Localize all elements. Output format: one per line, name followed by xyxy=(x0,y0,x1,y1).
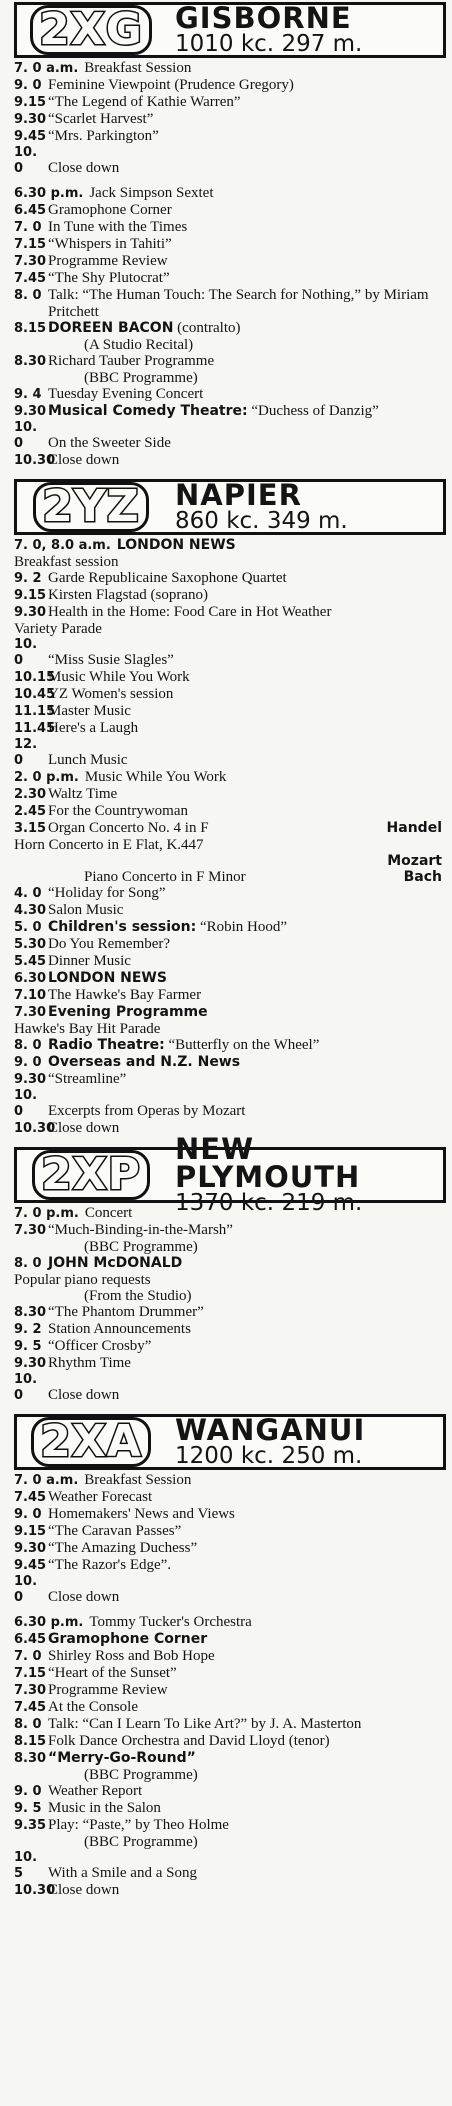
programme-title: Health in the Home: Food Care in Hot Weather xyxy=(48,604,332,620)
programme-time: 9.45 xyxy=(14,1558,47,1573)
programme-time: 7.30 xyxy=(14,1005,47,1020)
programme-time: 7. 0 xyxy=(14,1649,42,1664)
programme-time: 10. 0 xyxy=(14,1574,38,1605)
programme-time: 6.30 xyxy=(14,971,47,986)
programme-item xyxy=(14,1304,446,1321)
programme-title-bold: LONDON NEWS xyxy=(116,537,236,553)
programme-time: 6.30 p.m. xyxy=(14,1615,84,1630)
programme-item xyxy=(14,1506,446,1523)
programme-time: 5.30 xyxy=(14,937,47,952)
programme-note: (BBC Programme) xyxy=(84,1767,198,1783)
programme-time: 8. 0 xyxy=(14,1038,42,1053)
programme-item xyxy=(14,1021,446,1037)
programme-title-bold: Children's session: xyxy=(48,919,197,935)
programme-item xyxy=(14,386,446,403)
programme-item xyxy=(14,970,446,987)
programme-title: Do You Remember? xyxy=(48,936,171,952)
station-header xyxy=(14,479,446,535)
programme-title: Waltz Time xyxy=(48,786,118,802)
wavelength: 219 m. xyxy=(281,1190,363,1216)
programme-title-bold: Radio Theatre: xyxy=(48,1037,165,1053)
programme-title-bold: Musical Comedy Theatre: xyxy=(48,403,248,419)
programme-item xyxy=(14,1631,446,1648)
programme-item xyxy=(14,820,446,837)
programme-item xyxy=(14,1088,446,1120)
programme-item xyxy=(14,737,446,769)
programme-time: 8.30 xyxy=(14,354,47,369)
programme-time: 6.30 p.m. xyxy=(14,186,84,201)
programme-item xyxy=(14,1750,446,1767)
programme-title: Garde Republicaine Saxophone Quartet xyxy=(48,570,287,586)
station-name: NAPIER xyxy=(175,478,302,512)
programme-title: Homemakers' News and Views xyxy=(48,1506,235,1522)
programme-item xyxy=(14,253,446,270)
programme-title: Close down xyxy=(48,160,120,176)
programme-title: “Robin Hood” xyxy=(196,919,288,935)
station-name-block xyxy=(165,1,443,57)
programme-time: 7.45 xyxy=(14,1700,47,1715)
programme-item xyxy=(14,1882,446,1899)
programme-item xyxy=(14,1372,446,1404)
programme-title: “The Razor's Edge”. xyxy=(48,1557,172,1573)
frequency-kc: 1200 kc. xyxy=(175,1443,275,1469)
programme-item xyxy=(14,1004,446,1021)
programme-item xyxy=(14,1733,446,1750)
programme-time: 7. 0 a.m. xyxy=(14,61,79,76)
frequency-kc: 1370 kc. xyxy=(175,1190,275,1216)
composer-name: Bach xyxy=(403,869,442,885)
programme-time: 9.15 xyxy=(14,1524,47,1539)
programme-title: Excerpts from Operas by Mozart xyxy=(48,1103,246,1119)
programme-item xyxy=(14,1222,446,1239)
programme-item xyxy=(14,1699,446,1716)
programme-time: 11.45 xyxy=(14,721,56,736)
programme-title: “Miss Susie Slagles” xyxy=(48,652,174,668)
programme-item xyxy=(14,853,446,869)
programme-note: (From the Studio) xyxy=(84,1288,192,1304)
programme-time: 9.15 xyxy=(14,588,47,603)
programme-title: Organ Concerto No. 4 in F xyxy=(48,820,209,836)
programme-title: Programme Review xyxy=(48,253,168,269)
programme-time: 9. 5 xyxy=(14,1339,42,1354)
programme-title: On the Sweeter Side xyxy=(48,435,171,451)
programme-title: Popular piano requests xyxy=(14,1272,151,1288)
station-section xyxy=(14,2,446,469)
programme-item xyxy=(14,236,446,253)
programme-item xyxy=(14,1205,446,1222)
programme-item xyxy=(14,1472,446,1489)
programme-time: 8.30 xyxy=(14,1305,47,1320)
programme-title: Feminine Viewpoint (Prudence Gregory) xyxy=(48,77,294,93)
programme-title: With a Smile and a Song xyxy=(48,1865,197,1881)
group-spacer xyxy=(14,177,446,185)
programme-title: Close down xyxy=(48,1120,120,1136)
programme-item xyxy=(14,1355,446,1372)
programme-time: 7.30 xyxy=(14,1223,47,1238)
station-header xyxy=(14,1414,446,1470)
programme-title: At the Console xyxy=(48,1699,138,1715)
programme-title: Programme Review xyxy=(48,1682,168,1698)
programme-title-bold: DOREEN BACON xyxy=(48,320,174,336)
programme-item xyxy=(14,936,446,953)
programme-title: Hawke's Bay Hit Parade xyxy=(14,1021,161,1037)
programme-item xyxy=(14,720,446,737)
programme-title: Breakfast Session xyxy=(84,1472,192,1488)
programme-title: Play: “Paste,” by Theo Holme xyxy=(48,1817,229,1833)
station-section xyxy=(14,1132,446,1404)
programme-item xyxy=(14,554,446,570)
programme-item xyxy=(14,145,446,177)
programme-item xyxy=(14,94,446,111)
programme-item xyxy=(14,703,446,720)
programme-item xyxy=(14,1682,446,1699)
station-header xyxy=(14,2,446,58)
station-name: GISBORNE xyxy=(175,1,352,35)
programme-title: Horn Concerto in E Flat, K.447 xyxy=(14,837,204,853)
programme-title: The Hawke's Bay Farmer xyxy=(48,987,202,1003)
programme-item xyxy=(14,1272,446,1288)
programme-time: 2.30 xyxy=(14,787,47,802)
programme-time: 9.30 xyxy=(14,1356,47,1371)
programme-title: Salon Music xyxy=(48,902,124,918)
programme-item xyxy=(14,1540,446,1557)
programme-item xyxy=(14,1817,446,1834)
programme-time: 10. 0 xyxy=(14,1088,38,1119)
programme-item xyxy=(14,270,446,287)
programme-item xyxy=(14,420,446,452)
programme-item xyxy=(14,1800,446,1817)
programme-item xyxy=(14,621,446,637)
station-section xyxy=(14,479,446,1137)
programme-title: “The Amazing Duchess” xyxy=(48,1540,198,1556)
programme-time: 10. 5 xyxy=(14,1850,38,1881)
programme-item xyxy=(14,537,446,554)
programme-item xyxy=(14,128,446,145)
programme-title-bold: Overseas and N.Z. News xyxy=(48,1054,241,1070)
programme-time: 9.30 xyxy=(14,404,47,419)
station-frequency xyxy=(175,509,443,533)
call-sign-text: 2XG xyxy=(30,5,152,55)
programme-time: 7.15 xyxy=(14,237,47,252)
call-sign-text: 2XA xyxy=(31,1417,151,1467)
programme-time: 4.30 xyxy=(14,903,47,918)
programme-title: Close down xyxy=(48,1589,120,1605)
programme-title: Piano Concerto in F Minor xyxy=(84,869,246,885)
wavelength: 250 m. xyxy=(281,1443,363,1469)
programme-title: Weather Report xyxy=(48,1783,143,1799)
programme-item xyxy=(14,803,446,820)
programme-title-bold: JOHN McDONALD xyxy=(48,1255,183,1271)
programme-title: Talk: “Can I Learn To Like Art?” by J. A. Masterton xyxy=(48,1716,362,1732)
programme-item xyxy=(14,320,446,337)
programme-time: 9.30 xyxy=(14,1541,47,1556)
programme-item xyxy=(14,953,446,970)
programme-item xyxy=(14,1850,446,1882)
programme-time: 9.30 xyxy=(14,1072,47,1087)
programme-time: 6.45 xyxy=(14,1632,47,1647)
programme-time: 5. 0 xyxy=(14,920,42,935)
programme-item xyxy=(14,604,446,621)
programme-item xyxy=(14,77,446,94)
programme-time: 9. 0 xyxy=(14,78,42,93)
programme-item xyxy=(14,403,446,420)
programme-time: 2. 0 p.m. xyxy=(14,770,79,785)
programme-item xyxy=(14,1665,446,1682)
programme-title: Tommy Tucker's Orchestra xyxy=(89,1614,252,1630)
programme-time: 2.45 xyxy=(14,804,47,819)
programme-time: 9. 0 xyxy=(14,1507,42,1522)
frequency-kc: 1010 kc. xyxy=(175,31,275,57)
programme-title: (contralto) xyxy=(173,320,241,336)
programme-title: Weather Forecast xyxy=(48,1489,153,1505)
station-section xyxy=(14,1414,446,1899)
programme-title: “Officer Crosby” xyxy=(48,1338,152,1354)
frequency-kc: 860 kc. xyxy=(175,508,260,534)
station-call-sign xyxy=(17,1150,165,1200)
wavelength: 297 m. xyxy=(281,31,363,57)
programme-title: Music in the Salon xyxy=(48,1800,161,1816)
programme-time: 7.30 xyxy=(14,254,47,269)
programme-time: 9. 0 xyxy=(14,1784,42,1799)
programme-time: 9.30 xyxy=(14,605,47,620)
programme-time: 10. 0 xyxy=(14,420,38,451)
programme-time: 7. 0 p.m. xyxy=(14,1206,79,1221)
station-call-sign xyxy=(17,482,165,532)
programme-title: Gramophone Corner xyxy=(48,202,172,218)
programme-time: 9.35 xyxy=(14,1818,47,1833)
programme-item xyxy=(14,1523,446,1540)
programme-title: “Scarlet Harvest” xyxy=(48,111,154,127)
programme-title: Rhythm Time xyxy=(48,1355,131,1371)
programme-time: 7. 0 a.m. xyxy=(14,1473,79,1488)
programme-time: 10. 0 xyxy=(14,1372,38,1403)
programme-title: Variety Parade xyxy=(14,621,102,637)
programme-item xyxy=(14,1648,446,1665)
programme-time: 9.45 xyxy=(14,129,47,144)
programme-time: 7.45 xyxy=(14,271,47,286)
programme-item xyxy=(14,637,446,669)
programme-item xyxy=(14,1716,446,1733)
programme-title: “Holiday for Song” xyxy=(48,885,166,901)
group-spacer xyxy=(14,1606,446,1614)
programme-title: Music While You Work xyxy=(84,769,227,785)
programme-item xyxy=(14,1338,446,1355)
programme-note: (BBC Programme) xyxy=(84,1834,198,1850)
programme-time: 8.15 xyxy=(14,1734,47,1749)
programme-time: 9.30 xyxy=(14,112,47,127)
programme-title: Master Music xyxy=(48,703,131,719)
programme-item xyxy=(14,587,446,604)
programme-time: 8.15 xyxy=(14,321,47,336)
programme-item xyxy=(14,1574,446,1606)
programme-time: 7.15 xyxy=(14,1666,47,1681)
station-name-block xyxy=(165,1132,443,1216)
programme-item xyxy=(14,111,446,128)
station-call-sign xyxy=(17,1417,165,1467)
programme-title: Talk: “The Human Touch: The Search for Nothing,” by Miriam Pritchett xyxy=(48,287,429,320)
listings-column xyxy=(14,0,446,1899)
programme-note: (BBC Programme) xyxy=(84,370,198,386)
programme-item xyxy=(14,1489,446,1506)
programme-title: Close down xyxy=(48,1882,120,1898)
programme-time: 11.15 xyxy=(14,704,56,719)
programme-time: 3.15 xyxy=(14,821,47,836)
programme-item xyxy=(14,1255,446,1272)
programme-title: Close down xyxy=(48,452,120,468)
programme-title-bold: LONDON NEWS xyxy=(48,970,167,986)
programme-item xyxy=(14,570,446,587)
programme-title: Shirley Ross and Bob Hope xyxy=(48,1648,215,1664)
programme-item xyxy=(14,1321,446,1338)
programme-title: Concert xyxy=(84,1205,133,1221)
programme-time: 7.30 xyxy=(14,1683,47,1698)
programme-item xyxy=(14,60,446,77)
programme-title: Richard Tauber Programme xyxy=(48,353,215,369)
programme-title: Lunch Music xyxy=(48,752,128,768)
programme-title: “Mrs. Parkington” xyxy=(48,128,159,144)
programme-item xyxy=(14,987,446,1004)
programme-item xyxy=(14,1037,446,1054)
programme-time: 10.30 xyxy=(14,1883,56,1898)
programme-time: 9. 2 xyxy=(14,571,42,586)
programme-time: 9. 5 xyxy=(14,1801,42,1816)
programme-item xyxy=(14,885,446,902)
programme-item xyxy=(14,1614,446,1631)
programme-time: 7.10 xyxy=(14,988,47,1003)
programme-item xyxy=(14,1557,446,1574)
programme-title: “The Shy Plutocrat” xyxy=(48,270,170,286)
programme-item xyxy=(14,219,446,236)
programme-title: Here's a Laugh xyxy=(48,720,139,736)
programme-time: 10.30 xyxy=(14,453,56,468)
programme-title: YZ Women's session xyxy=(48,686,174,702)
programme-time: 9.15 xyxy=(14,95,47,110)
programme-time: 5.45 xyxy=(14,954,47,969)
programme-time: 12. 0 xyxy=(14,737,38,768)
programme-title: “Whispers in Tahiti” xyxy=(48,236,172,252)
programme-item xyxy=(14,1054,446,1071)
composer-name: Handel xyxy=(386,820,442,836)
programme-time: 4. 0 xyxy=(14,886,42,901)
programme-time: 9. 4 xyxy=(14,387,42,402)
programme-time: 10. 0 xyxy=(14,145,38,176)
station-name-block xyxy=(165,1413,443,1469)
programme-item xyxy=(14,869,446,885)
programme-title: “The Caravan Passes” xyxy=(48,1523,182,1539)
programme-time: 9. 0 xyxy=(14,1055,42,1070)
station-frequency xyxy=(175,32,443,56)
programme-title: “Butterfly on the Wheel” xyxy=(164,1037,320,1053)
programme-title: Station Announcements xyxy=(48,1321,191,1337)
programme-title: Close down xyxy=(48,1387,120,1403)
programme-title: For the Countrywoman xyxy=(48,803,188,819)
station-frequency xyxy=(175,1444,443,1468)
programme-item xyxy=(14,837,446,853)
programme-title: Breakfast Session xyxy=(84,60,192,76)
programme-time: 8.30 xyxy=(14,1751,47,1766)
programme-title-bold: Evening Programme xyxy=(48,1004,208,1020)
programme-title: Jack Simpson Sextet xyxy=(89,185,214,201)
programme-title: “The Phantom Drummer” xyxy=(48,1304,204,1320)
programme-item xyxy=(14,202,446,219)
programme-item xyxy=(14,353,446,370)
station-name-block xyxy=(165,478,443,534)
programme-time: 7. 0, 8.0 a.m. xyxy=(14,538,111,553)
programme-title: “Streamline” xyxy=(48,1071,127,1087)
programme-title: Breakfast session xyxy=(14,554,119,570)
programme-title-bold: Gramophone Corner xyxy=(48,1631,208,1647)
programme-title: Folk Dance Orchestra and David Lloyd (tenor) xyxy=(48,1733,330,1749)
call-sign-text: 2XP xyxy=(32,1150,150,1200)
programme-item xyxy=(14,919,446,936)
station-call-sign xyxy=(17,5,165,55)
programme-time: 8. 0 xyxy=(14,1717,42,1732)
programme-item xyxy=(14,786,446,803)
composer-name: Mozart xyxy=(387,853,442,869)
station-name: WANGANUI xyxy=(175,1413,366,1447)
programme-time: 7. 0 xyxy=(14,220,42,235)
programme-time: 7.45 xyxy=(14,1490,47,1505)
programme-note: (A Studio Recital) xyxy=(84,337,194,353)
programme-title: “The Legend of Kathie Warren” xyxy=(48,94,241,110)
programme-title: Dinner Music xyxy=(48,953,131,969)
programme-item xyxy=(14,1783,446,1800)
programme-time: 9. 2 xyxy=(14,1322,42,1337)
programme-item xyxy=(14,1071,446,1088)
programme-title: Tuesday Evening Concert xyxy=(48,386,204,402)
programme-time: 10. 0 xyxy=(14,637,38,668)
programme-time: 8. 0 xyxy=(14,288,42,303)
programme-item xyxy=(14,452,446,469)
programme-time: 6.45 xyxy=(14,203,47,218)
programme-title: In Tune with the Times xyxy=(48,219,188,235)
station-name: NEW PLYMOUTH xyxy=(175,1132,361,1194)
programme-title-bold: “Merry-Go-Round” xyxy=(48,1750,196,1766)
wavelength: 349 m. xyxy=(266,508,348,534)
programme-time: 10.15 xyxy=(14,670,56,685)
programme-title: “Much-Binding-in-the-Marsh” xyxy=(48,1222,233,1238)
programme-title: Kirsten Flagstad (soprano) xyxy=(48,587,208,603)
programme-title: “Duchess of Danzig” xyxy=(247,403,379,419)
programme-item xyxy=(14,902,446,919)
programme-item xyxy=(14,287,446,320)
call-sign-text: 2YZ xyxy=(33,482,148,532)
programme-item xyxy=(14,686,446,703)
programme-title: “Heart of the Sunset” xyxy=(48,1665,177,1681)
programme-note: (BBC Programme) xyxy=(84,1239,198,1255)
programme-time: 10.45 xyxy=(14,687,56,702)
programme-title: Music While You Work xyxy=(48,669,190,685)
programme-item xyxy=(14,769,446,786)
programme-time: 10.30 xyxy=(14,1121,56,1136)
programme-time: 8. 0 xyxy=(14,1256,42,1271)
programme-item xyxy=(14,669,446,686)
programme-item xyxy=(14,185,446,202)
